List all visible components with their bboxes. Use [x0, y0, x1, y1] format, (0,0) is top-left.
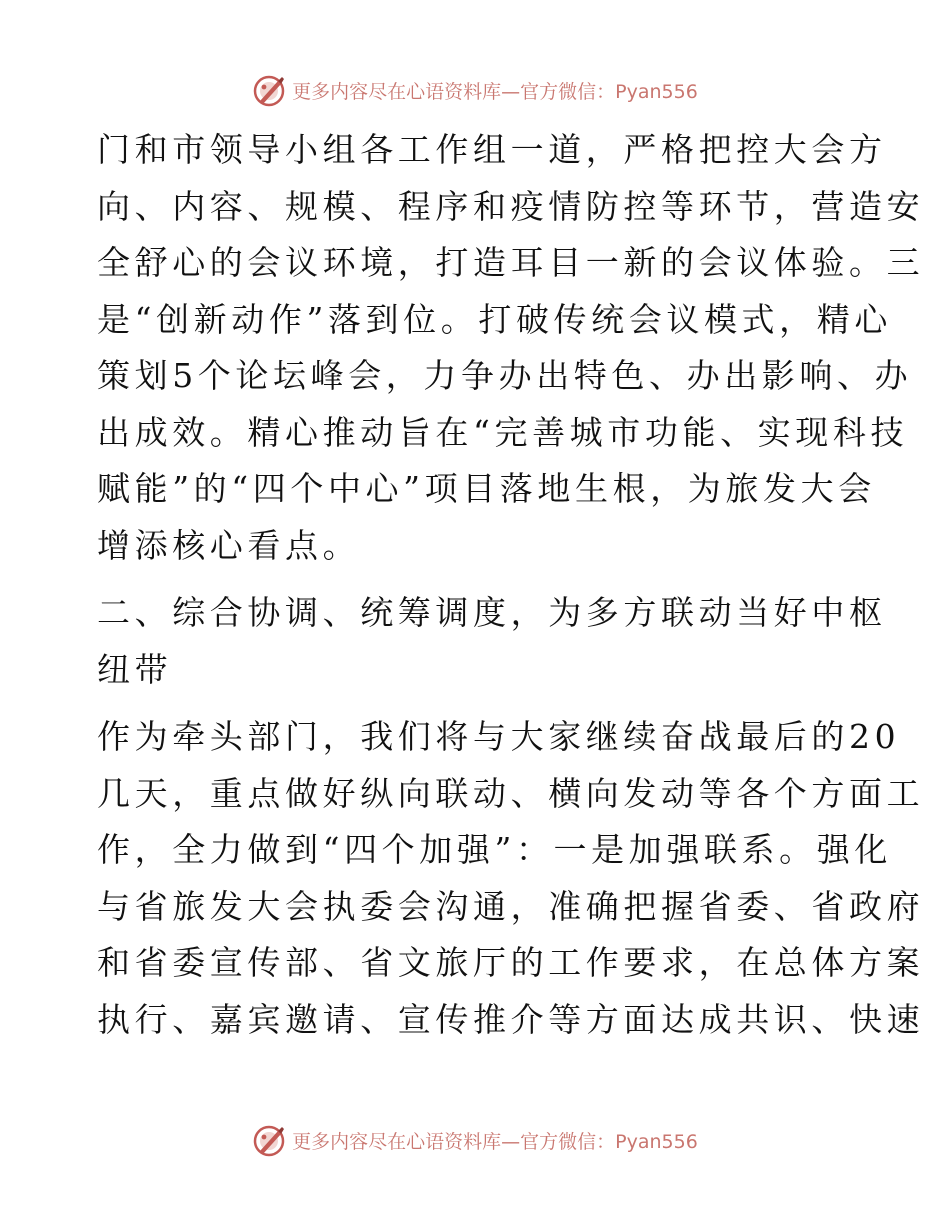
document-body: [97, 122, 925, 1048]
footer-banner: [0, 1120, 950, 1160]
text-line: 作为牵头部门，我们将与大家继续奋战最后的20: [97, 717, 901, 756]
paragraph: [97, 122, 925, 574]
text-line: 门和市领导小组各工作组一道，严格把控大会方: [97, 130, 887, 169]
pen-seal-logo-icon: [252, 1123, 286, 1157]
text-line: 纽带: [97, 649, 173, 689]
paragraph: [97, 585, 887, 698]
paragraph: [97, 709, 925, 1048]
footer-banner-inner: [252, 1123, 698, 1157]
header-banner: [0, 70, 950, 110]
pen-seal-logo-icon: [252, 73, 286, 107]
text-line: 是“创新动作”落到位。打破传统会议模式，精心: [97, 299, 892, 339]
text-line: 和省委宣传部、省文旅厅的工作要求，在总体方案: [97, 943, 925, 982]
text-line: 二、综合协调、统筹调度，为多方联动当好中枢: [97, 593, 887, 632]
header-banner-inner: [252, 73, 698, 107]
text-line: 策划5个论坛峰会，力争办出特色、办出影响、办: [97, 356, 913, 395]
text-line: 增添核心看点。: [97, 525, 361, 565]
text-line: 出成效。精心推动旨在“完善城市功能、实现科技: [97, 412, 909, 452]
text-line: 与省旅发大会执委会沟通，准确把握省委、省政府: [97, 886, 925, 926]
header-banner-text: 更多内容尽在心语资料库—官方微信：Pyan556: [292, 80, 698, 103]
footer-banner-text: 更多内容尽在心语资料库—官方微信：Pyan556: [292, 1130, 698, 1153]
text-line: 全舒心的会议环境，打造耳目一新的会议体验。三: [97, 243, 925, 282]
text-line: 几天，重点做好纵向联动、横向发动等各个方面工: [97, 773, 925, 813]
text-line: 执行、嘉宾邀请、宣传推介等方面达成共识、快速: [97, 999, 925, 1039]
text-line: 向、内容、规模、程序和疫情防控等环节，营造安: [97, 186, 925, 226]
text-line: 作，全力做到“四个加强”：一是加强联系。强化: [97, 830, 892, 869]
text-line: 赋能”的“四个中心”项目落地生根，为旅发大会: [97, 469, 876, 508]
